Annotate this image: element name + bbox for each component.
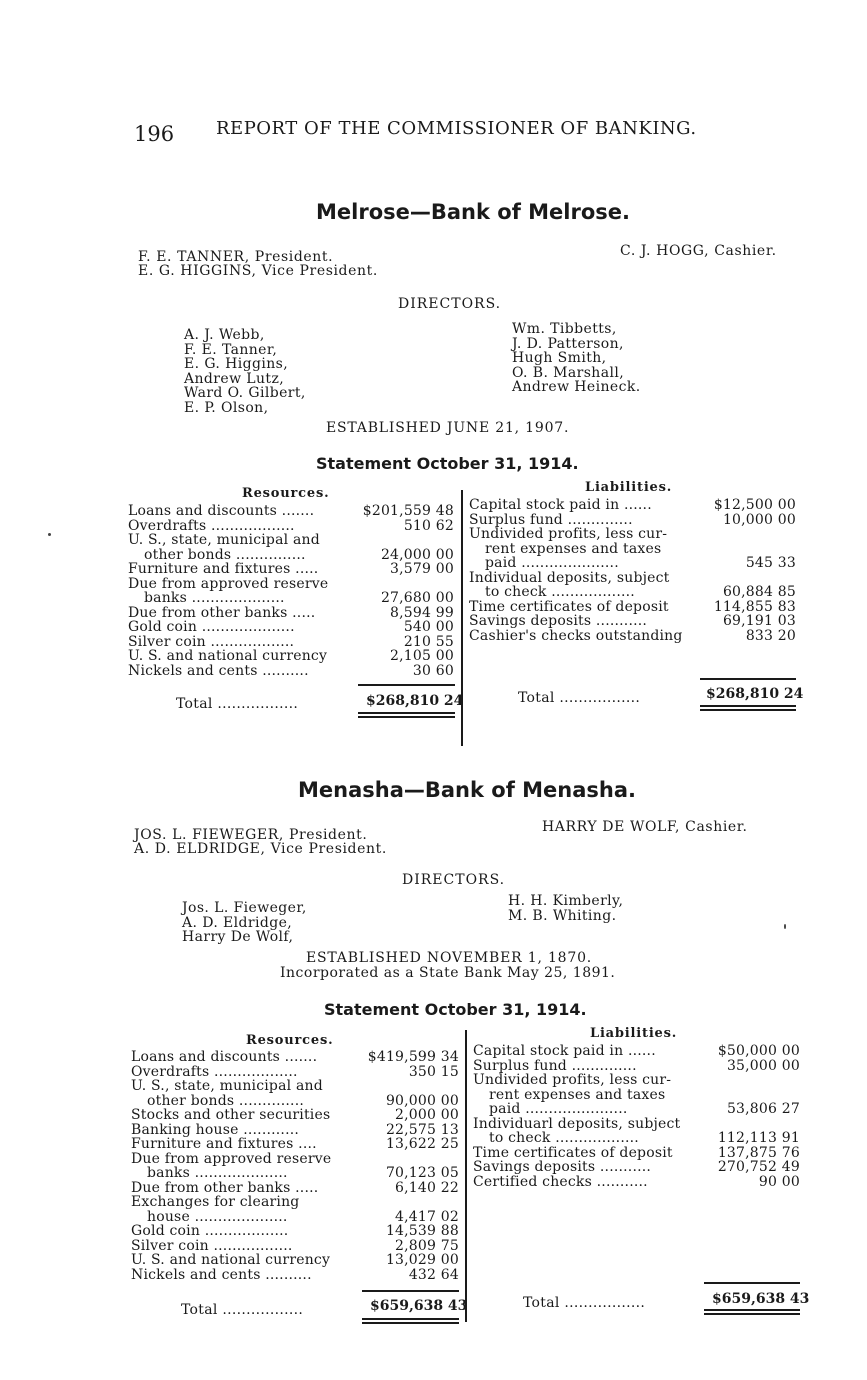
liabilities-heading: Liabilities. xyxy=(585,480,673,495)
ledger-row xyxy=(131,1210,459,1225)
ledger-item-amount: 4,417 02 xyxy=(395,1208,459,1225)
total-rule xyxy=(362,1290,459,1292)
director-name: Ward O. Gilbert, xyxy=(184,385,306,401)
print-speck xyxy=(784,924,786,929)
ledger-item-label: paid ..................... xyxy=(485,555,619,571)
ledger-item-label: Individual deposits, subject xyxy=(469,569,670,586)
ledger-item-label: Capital stock paid in ...... xyxy=(473,1043,656,1059)
ledger-row xyxy=(131,1224,459,1239)
ledger-item-label: U. S., state, municipal and xyxy=(131,1078,323,1094)
directors-list-right xyxy=(508,894,623,923)
ledger-item-label: Furniture and fixtures ..... xyxy=(128,561,319,577)
ledger-item-amount: $419,599 34 xyxy=(367,1049,459,1065)
ledger-item-label: Nickels and cents .......... xyxy=(131,1266,312,1283)
ledger-item-label: Loans and discounts ....... xyxy=(128,503,315,519)
ledger-row xyxy=(131,1268,459,1283)
ledger-row xyxy=(473,1160,800,1175)
ledger-item-label: Exchanges for clearing xyxy=(131,1194,300,1210)
ledger-row xyxy=(469,585,796,600)
ledger-item-amount: 10,000 00 xyxy=(722,511,796,528)
ledger-row xyxy=(128,533,454,548)
ledger-item-label: Surplus fund .............. xyxy=(473,1057,637,1074)
ledger-item-label: Silver coin ................. xyxy=(131,1237,293,1254)
resources-heading: Resources. xyxy=(246,1033,334,1048)
ledger-item-amount: 112,113 91 xyxy=(717,1130,800,1146)
director-name: Jos. L. Fieweger, xyxy=(182,900,307,916)
officer-vice-president: E. G. HIGGINS, Vice President. xyxy=(138,263,378,279)
director-name: Harry De Wolf, xyxy=(182,929,294,945)
ledger-item-amount: 510 62 xyxy=(403,517,454,534)
total-double-rule xyxy=(362,1322,459,1324)
ledger-item-amount: $201,559 48 xyxy=(362,503,454,519)
officer-cashier: C. J. HOGG, Cashier. xyxy=(620,243,777,259)
ledger-row xyxy=(128,620,454,635)
ledger-item-amount: 3,579 00 xyxy=(390,561,454,577)
column-divider xyxy=(465,1030,467,1322)
ledger-item-label: Gold coin .................... xyxy=(128,619,295,635)
ledger-item-amount: 60,884 85 xyxy=(722,584,796,600)
resources-table xyxy=(131,1050,459,1282)
ledger-item-label: other bonds .............. xyxy=(147,1092,305,1109)
director-name: M. B. Whiting. xyxy=(508,907,617,924)
ledger-item-label: U. S. and national currency xyxy=(131,1252,331,1268)
ledger-item-label: banks .................... xyxy=(144,590,285,606)
ledger-row xyxy=(131,1195,459,1210)
ledger-item-amount: 90,000 00 xyxy=(385,1092,459,1109)
established-date: ESTABLISHED NOVEMBER 1, 1870. xyxy=(306,950,593,966)
ledger-row xyxy=(473,1088,800,1103)
ledger-item-amount: 14,539 88 xyxy=(385,1223,459,1239)
ledger-item-label: Surplus fund .............. xyxy=(469,511,633,528)
ledger-row xyxy=(131,1050,459,1065)
ledger-item-label: Time certificates of deposit xyxy=(469,598,669,615)
ledger-row xyxy=(128,606,454,621)
officer-vice-president: A. D. ELDRIDGE, Vice President. xyxy=(134,841,387,857)
ledger-item-label: Silver coin .................. xyxy=(128,633,295,650)
ledger-item-label: house .................... xyxy=(147,1208,288,1225)
ledger-item-label: Capital stock paid in ...... xyxy=(469,497,652,513)
ledger-row xyxy=(131,1094,459,1109)
liabilities-table xyxy=(469,498,796,643)
liabilities-table xyxy=(473,1044,800,1189)
ledger-row xyxy=(128,577,454,592)
ledger-row xyxy=(473,1117,800,1132)
ledger-row xyxy=(469,600,796,615)
ledger-row xyxy=(131,1065,459,1080)
total-double-rule xyxy=(358,712,455,714)
ledger-item-label: rent expenses and taxes xyxy=(489,1086,666,1103)
director-name: Andrew Lutz, xyxy=(184,370,285,387)
ledger-row xyxy=(473,1073,800,1088)
ledger-item-amount: 22,575 13 xyxy=(385,1121,459,1138)
incorporated-date: Incorporated as a State Bank May 25, 1891. xyxy=(280,965,616,981)
liabilities-total-amount: $659,638 43 xyxy=(712,1291,810,1307)
ledger-item-label: Time certificates of deposit xyxy=(473,1144,673,1161)
ledger-item-label: Overdrafts .................. xyxy=(128,517,295,534)
total-double-rule xyxy=(362,1318,459,1320)
bank-title: Menasha—Bank of Menasha. xyxy=(298,778,637,802)
ledger-row xyxy=(473,1175,800,1190)
ledger-row xyxy=(128,504,454,519)
ledger-item-label: Banking house ............ xyxy=(131,1121,300,1138)
ledger-item-label: to check .................. xyxy=(489,1130,639,1146)
ledger-item-label: banks .................... xyxy=(147,1165,288,1181)
liabilities-heading: Liabilities. xyxy=(590,1026,678,1041)
ledger-row xyxy=(131,1137,459,1152)
ledger-row xyxy=(473,1059,800,1074)
resources-total-label: Total ................. xyxy=(176,696,299,712)
ledger-row xyxy=(131,1079,459,1094)
running-title: REPORT OF THE COMMISSIONER OF BANKING. xyxy=(216,118,697,139)
ledger-item-amount: 35,000 00 xyxy=(726,1057,800,1074)
officer-president: F. E. TANNER, President. xyxy=(138,249,334,265)
ledger-item-label: Loans and discounts ....... xyxy=(131,1049,318,1065)
ledger-item-amount: 13,622 25 xyxy=(385,1136,459,1152)
ledger-row xyxy=(128,664,454,679)
ledger-row xyxy=(469,498,796,513)
directors-list-left xyxy=(184,328,306,415)
ledger-item-amount: 270,752 49 xyxy=(717,1159,800,1175)
ledger-item-amount: 350 15 xyxy=(408,1063,459,1080)
ledger-row xyxy=(128,562,454,577)
ledger-item-label: Individuarl deposits, subject xyxy=(473,1115,681,1132)
directors-heading: DIRECTORS. xyxy=(398,296,502,312)
ledger-item-label: Savings deposits ........... xyxy=(469,613,648,629)
ledger-item-label: U. S. and national currency xyxy=(128,648,328,664)
ledger-item-amount: 432 64 xyxy=(408,1266,459,1283)
resources-heading: Resources. xyxy=(242,486,330,501)
ledger-item-label: other bonds ............... xyxy=(144,546,306,563)
ledger-item-amount: 24,000 00 xyxy=(380,546,454,563)
total-rule xyxy=(358,684,455,686)
directors-list-right xyxy=(512,322,641,395)
director-name: A. J. Webb, xyxy=(184,327,265,343)
ledger-row xyxy=(469,571,796,586)
ledger-item-amount: 27,680 00 xyxy=(380,590,454,606)
ledger-row xyxy=(473,1146,800,1161)
ledger-item-amount: $50,000 00 xyxy=(717,1043,800,1059)
ledger-item-amount: 8,594 99 xyxy=(390,604,454,621)
ledger-item-amount: 114,855 83 xyxy=(713,598,796,615)
ledger-item-label: Furniture and fixtures .... xyxy=(131,1136,317,1152)
ledger-row xyxy=(128,519,454,534)
liabilities-total-label: Total ................. xyxy=(523,1295,646,1311)
total-double-rule xyxy=(700,709,796,711)
director-name: A. D. Eldridge, xyxy=(182,914,293,931)
ledger-item-amount: $12,500 00 xyxy=(713,497,796,513)
ledger-row xyxy=(469,629,796,644)
total-rule xyxy=(704,1282,800,1284)
ledger-row xyxy=(469,513,796,528)
ledger-row xyxy=(128,591,454,606)
ledger-item-label: Cashier's checks outstanding xyxy=(469,627,683,644)
director-name: H. H. Kimberly, xyxy=(508,893,624,909)
ledger-row xyxy=(131,1253,459,1268)
ledger-item-label: Due from other banks ..... xyxy=(128,604,316,621)
ledger-row xyxy=(473,1131,800,1146)
officer-president: JOS. L. FIEWEGER, President. xyxy=(134,827,368,843)
ledger-item-amount: 833 20 xyxy=(745,627,796,644)
ledger-item-label: U. S., state, municipal and xyxy=(128,532,320,548)
ledger-item-label: Undivided profits, less cur- xyxy=(469,526,668,542)
director-name: J. D. Patterson, xyxy=(512,335,624,352)
resources-total-amount: $268,810 24 xyxy=(366,693,464,709)
directors-list-left xyxy=(182,901,307,945)
statement-heading: Statement October 31, 1914. xyxy=(324,1000,587,1019)
ledger-row xyxy=(131,1166,459,1181)
ledger-row xyxy=(131,1123,459,1138)
page-number: 196 xyxy=(134,122,175,146)
established-date: ESTABLISHED JUNE 21, 1907. xyxy=(326,420,570,436)
officer-cashier: HARRY DE WOLF, Cashier. xyxy=(542,819,748,835)
directors-heading: DIRECTORS. xyxy=(402,872,506,888)
director-name: Hugh Smith, xyxy=(512,350,607,366)
ledger-item-amount: 13,029 00 xyxy=(385,1252,459,1268)
director-name: E. G. Higgins, xyxy=(184,356,289,372)
ledger-row xyxy=(469,614,796,629)
ledger-item-amount: 2,809 75 xyxy=(395,1237,459,1254)
ledger-row xyxy=(469,527,796,542)
ledger-item-amount: 53,806 27 xyxy=(726,1101,800,1117)
ledger-row xyxy=(131,1181,459,1196)
ledger-item-label: Due from approved reserve xyxy=(131,1150,332,1167)
resources-table xyxy=(128,504,454,678)
ledger-row xyxy=(128,548,454,563)
resources-total-amount: $659,638 43 xyxy=(370,1298,468,1314)
ledger-item-label: Savings deposits ........... xyxy=(473,1159,652,1175)
statement-heading: Statement October 31, 1914. xyxy=(316,454,579,473)
ledger-item-label: Gold coin .................. xyxy=(131,1223,289,1239)
total-double-rule xyxy=(700,705,796,707)
liabilities-total-label: Total ................. xyxy=(518,690,641,706)
liabilities-total-amount: $268,810 24 xyxy=(706,686,804,702)
ledger-item-amount: 69,191 03 xyxy=(722,613,796,629)
ledger-item-label: paid ...................... xyxy=(489,1101,628,1117)
director-name: Andrew Heineck. xyxy=(512,379,641,395)
ledger-item-label: Due from other banks ..... xyxy=(131,1179,319,1196)
ledger-row xyxy=(131,1108,459,1123)
ledger-item-label: to check .................. xyxy=(485,584,635,600)
ledger-row xyxy=(131,1152,459,1167)
total-double-rule xyxy=(358,716,455,718)
ledger-row xyxy=(469,556,796,571)
total-double-rule xyxy=(704,1309,800,1311)
print-speck xyxy=(48,533,51,536)
ledger-item-amount: 70,123 05 xyxy=(385,1165,459,1181)
ledger-item-label: Due from approved reserve xyxy=(128,575,329,592)
ledger-row xyxy=(128,635,454,650)
ledger-item-amount: 2,105 00 xyxy=(390,648,454,664)
bank-title: Melrose—Bank of Melrose. xyxy=(316,200,630,224)
ledger-row xyxy=(469,542,796,557)
total-double-rule xyxy=(704,1313,800,1315)
ledger-item-label: Stocks and other securities xyxy=(131,1107,331,1123)
ledger-item-amount: 90 00 xyxy=(758,1173,800,1190)
ledger-item-amount: 210 55 xyxy=(403,633,454,650)
ledger-item-amount: 137,875 76 xyxy=(717,1144,800,1161)
ledger-row xyxy=(131,1239,459,1254)
director-name: F. E. Tanner, xyxy=(184,341,278,358)
director-name: Wm. Tibbetts, xyxy=(512,321,617,337)
ledger-item-amount: 540 00 xyxy=(403,619,454,635)
ledger-item-label: Nickels and cents .......... xyxy=(128,662,309,679)
ledger-item-label: Overdrafts .................. xyxy=(131,1063,298,1080)
ledger-item-amount: 6,140 22 xyxy=(395,1179,459,1196)
total-rule xyxy=(700,678,796,680)
ledger-item-amount: 545 33 xyxy=(745,555,796,571)
resources-total-label: Total ................. xyxy=(181,1302,304,1318)
director-name: O. B. Marshall, xyxy=(512,364,625,381)
ledger-item-amount: 2,000 00 xyxy=(395,1107,459,1123)
ledger-row xyxy=(473,1044,800,1059)
ledger-item-label: rent expenses and taxes xyxy=(485,540,662,557)
ledger-item-label: Certified checks ........... xyxy=(473,1173,648,1190)
ledger-item-label: Undivided profits, less cur- xyxy=(473,1072,672,1088)
ledger-row xyxy=(128,649,454,664)
ledger-item-amount: 30 60 xyxy=(412,662,454,679)
director-name: E. P. Olson, xyxy=(184,399,269,416)
ledger-row xyxy=(473,1102,800,1117)
